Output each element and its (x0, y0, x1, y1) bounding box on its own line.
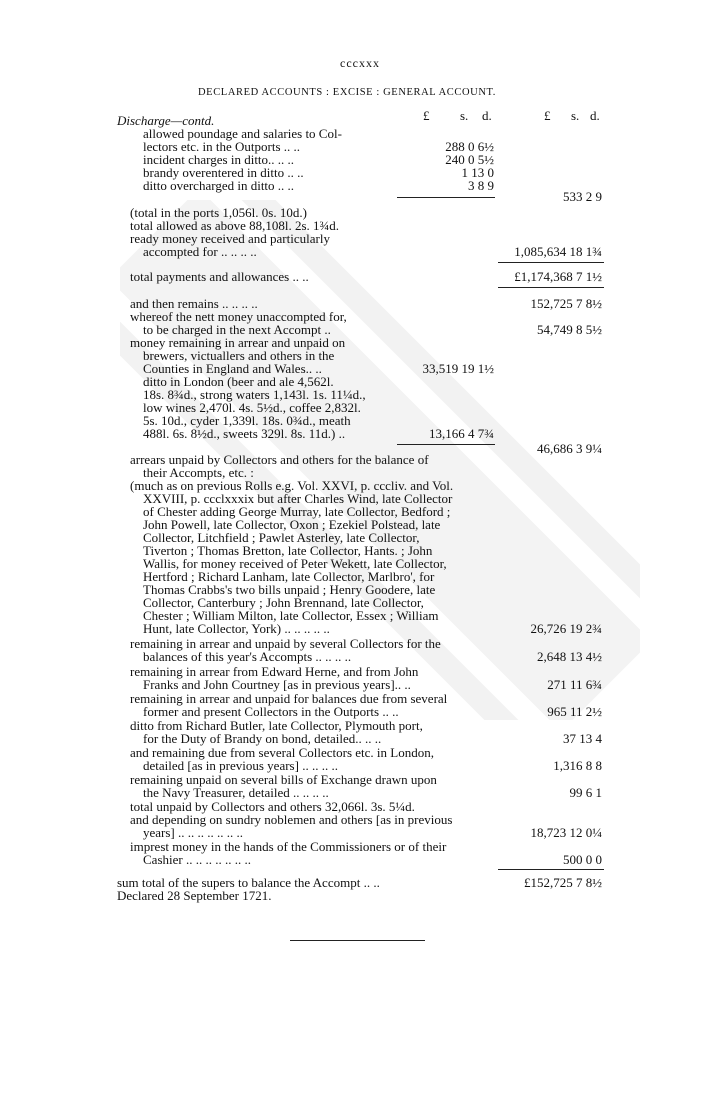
text-line: remaining unpaid on several bills of Exchange drawn upon (130, 772, 437, 787)
text-line: low wines 2,470l. 4s. 5½d., coffee 2,832l. (143, 400, 361, 415)
outer-pounds-heading: £ (544, 108, 551, 123)
text-line: Franks and John Courtney [as in previous years].. .. (143, 677, 411, 692)
text-line: of Chester adding George Murray, late Collector, Bedford ; (143, 504, 451, 519)
text-line: Hertford ; Richard Lanham, late Collector, Marlbro', for (143, 569, 435, 584)
text-line: allowed poundage and salaries to Col- (143, 126, 342, 141)
text-line: Tiverton ; Thomas Bretton, late Collector, Hants. ; John (143, 543, 433, 558)
text-line: remaining in arrear from Edward Herne, and from John (130, 664, 419, 679)
outer-amount: 46,686 3 9¼ (537, 441, 602, 456)
text-line: Chester ; William Milton, late Collector, Essex ; William (143, 608, 439, 623)
outer-amount: 152,725 7 8½ (530, 296, 602, 311)
text-line: sum total of the supers to balance the Accompt .. .. (117, 875, 380, 890)
text-line: and depending on sundry noblemen and others [as in previous (130, 812, 453, 827)
outer-amount: 54,749 8 5½ (537, 322, 602, 337)
text-line: ditto from Richard Butler, late Collector, Plymouth port, (130, 718, 423, 733)
text-line: 488l. 6s. 8½d., sweets 329l. 8s. 11d.) .. (143, 426, 346, 441)
text-line: Thomas Crabbs's two bills unpaid ; Henry Goodere, late (143, 582, 436, 597)
outer-amount: 271 11 6¾ (547, 677, 602, 692)
total-rule (498, 869, 604, 870)
text-line: Hunt, late Collector, York) .. .. .. .. .. (143, 621, 330, 636)
text-line: 18s. 8¾d., strong waters 1,143l. 1s. 11¼d., (143, 387, 366, 402)
text-line: Collector, Litchfield ; Pawlet Asterley, late Collector, (143, 530, 420, 545)
text-line: ready money received and particularly (130, 231, 330, 246)
text-line: and remaining due from several Collectors etc. in London, (130, 745, 434, 760)
text-line: total payments and allowances .. .. (130, 269, 309, 284)
inner-amount: 240 0 5½ (445, 152, 494, 167)
outer-amount: 965 11 2½ (547, 704, 602, 719)
text-line: former and present Collectors in the Outports .. .. (143, 704, 399, 719)
outer-shillings-heading: s. (571, 108, 580, 123)
text-line: remaining in arrear and unpaid for balances due from several (130, 691, 448, 706)
text-line: incident charges in ditto.. .. .. (143, 152, 295, 167)
inner-shillings-heading: s. (460, 108, 469, 123)
text-line: brandy overentered in ditto .. .. (143, 165, 304, 180)
inner-pounds-heading: £ (423, 108, 430, 123)
text-line: Counties in England and Wales.. .. (143, 361, 322, 376)
inner-amount: 3 8 9 (468, 178, 494, 193)
inner-pence-heading: d. (482, 108, 492, 123)
outer-pence-heading: d. (590, 108, 600, 123)
inner-amount: 33,519 19 1½ (422, 361, 494, 376)
text-line: ditto overcharged in ditto .. .. (143, 178, 295, 193)
text-line: XXVIII, p. ccclxxxix but after Charles Wind, late Collector (143, 491, 453, 506)
total-rule (498, 287, 604, 288)
text-line: for the Duty of Brandy on bond, detailed.. .. .. (143, 731, 382, 746)
outer-amount: 533 2 9 (563, 189, 602, 204)
text-line: (total in the ports 1,056l. 0s. 10d.) (130, 205, 307, 220)
text-line: total unpaid by Collectors and others 32,066l. 3s. 5¼d. (130, 799, 415, 814)
outer-amount: 2,648 13 4½ (537, 649, 602, 664)
text-line: whereof the nett money unaccompted for, (130, 309, 347, 324)
outer-amount: 500 0 0 (563, 852, 602, 867)
text-line: arrears unpaid by Collectors and others for the balance of (130, 452, 429, 467)
running-header: DECLARED ACCOUNTS : EXCISE : GENERAL ACCOUNT. (198, 87, 496, 98)
text-line: (much as on previous Rolls e.g. Vol. XXVI, p. cccliv. and Vol. (130, 478, 454, 493)
text-line: to be charged in the next Accompt .. (143, 322, 331, 337)
inner-amount: 13,166 4 7¾ (429, 426, 494, 441)
text-line: remaining in arrear and unpaid by several Collectors for the (130, 636, 441, 651)
text-line: Declared 28 September 1721. (117, 888, 272, 903)
text-line: lectors etc. in the Outports .. .. (143, 139, 301, 154)
text-line: Collector, Canterbury ; John Brennand, late Collector, (143, 595, 424, 610)
total-rule (498, 262, 604, 263)
text-line: detailed [as in previous years] .. .. .. .. (143, 758, 338, 773)
text-line: total allowed as above 88,108l. 2s. 1¾d. (130, 218, 340, 233)
text-line: balances of this year's Accompts .. .. .. .. (143, 649, 352, 664)
outer-amount: 1,085,634 18 1¾ (514, 244, 602, 259)
text-line: brewers, victuallers and others in the (143, 348, 335, 363)
section-heading: Discharge—contd. (117, 113, 215, 128)
text-line: 5s. 10d., cyder 1,339l. 18s. 0¾d., meath (143, 413, 351, 428)
outer-amount: 26,726 19 2¾ (530, 621, 602, 636)
text-line: Wallis, for money received of Peter Wekett, late Collector, (143, 556, 447, 571)
text-line: accompted for .. .. .. .. (143, 244, 257, 259)
inner-amount: 1 13 0 (461, 165, 494, 180)
text-line: years] .. .. .. .. .. .. .. (143, 825, 244, 840)
subtotal-rule (397, 444, 495, 445)
outer-amount: 1,316 8 8 (553, 758, 602, 773)
text-line: John Powell, late Collector, Oxon ; Ezekiel Polstead, late (143, 517, 441, 532)
text-line: and then remains .. .. .. .. (130, 296, 258, 311)
text-line: their Accompts, etc. : (143, 465, 254, 480)
text-line: Cashier .. .. .. .. .. .. .. (143, 852, 251, 867)
end-rule (290, 940, 425, 941)
text-line: the Navy Treasurer, detailed .. .. .. .. (143, 785, 329, 800)
outer-amount: 37 13 4 (563, 731, 602, 746)
outer-amount: 99 6 1 (569, 785, 602, 800)
grand-total-amount: £152,725 7 8½ (524, 875, 602, 890)
text-line: money remaining in arrear and unpaid on (130, 335, 346, 350)
text-line: ditto in London (beer and ale 4,562l. (143, 374, 334, 389)
text-line: imprest money in the hands of the Commissioners or of their (130, 839, 447, 854)
inner-amount: 288 0 6½ (445, 139, 494, 154)
page-folio: cccxxx (340, 56, 380, 70)
subtotal-rule (397, 197, 495, 198)
outer-amount: 18,723 12 0¼ (530, 825, 602, 840)
outer-amount: £1,174,368 7 1½ (514, 269, 602, 284)
